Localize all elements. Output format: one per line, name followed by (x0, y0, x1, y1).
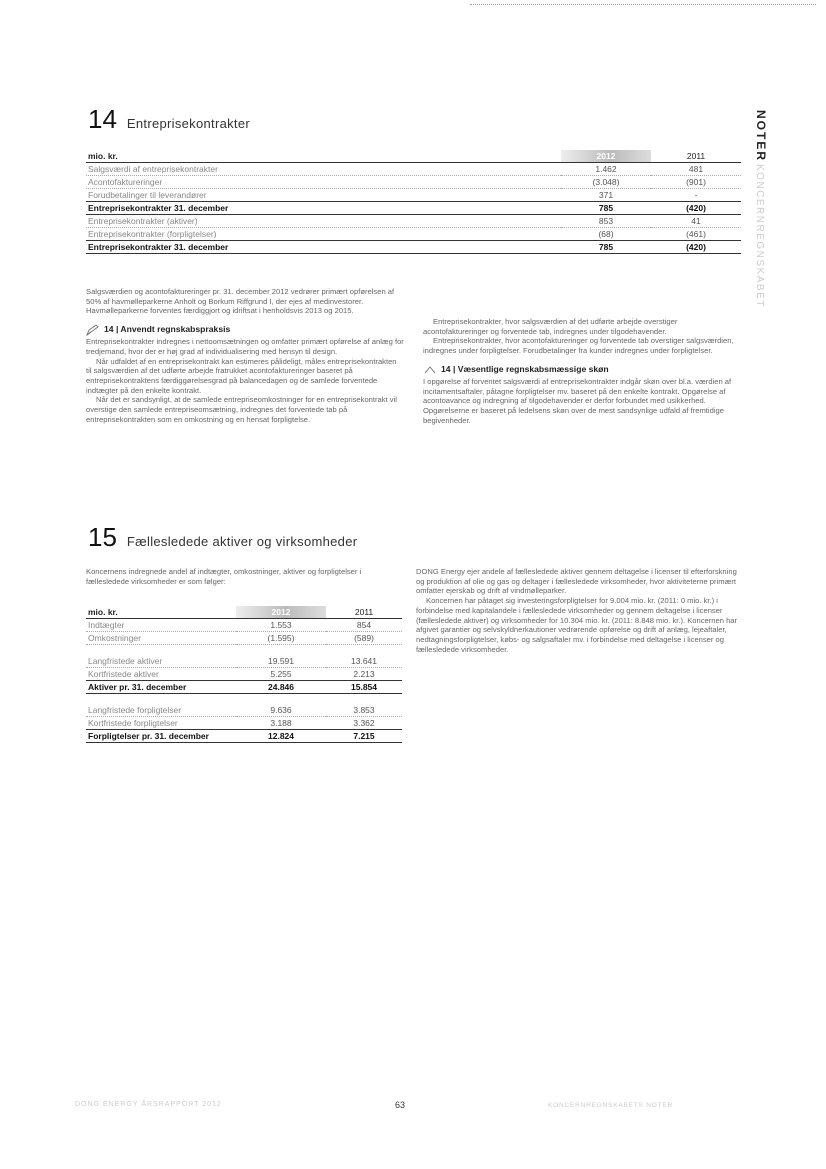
intro-paragraph: Koncernens indregnede andel af indtægter, omkostninger, aktiver og forpligtelser i fællesledede virksomheder er som følger: (86, 567, 362, 586)
value-current (236, 645, 326, 656)
value-previous: (901) (651, 176, 741, 189)
table-row (86, 717, 402, 730)
note-14-table (86, 150, 741, 254)
value-current: 3.188 (236, 717, 326, 730)
top-rule (470, 4, 816, 5)
table-row (86, 163, 741, 176)
policy-paragraph: Entreprisekontrakter, hvor acontofaktureringer og forventede tab overstiger salgsværdien, indregnes under forpligtelser. Forudbetalinger fra kunder indregnes under forpligtelser. (423, 336, 734, 356)
value-previous: (461) (651, 228, 741, 241)
value-previous: 41 (651, 215, 741, 228)
value-previous: 7.215 (326, 730, 402, 743)
body-paragraph: DONG Energy ejer andele af fællesledede aktiver gennem deltagelse i licenser til efterforskning og produktion af olie og gas og deltager i fællesledede virksomheder, hvor aktiviteterne primært omfatter ejerskab og drift af vindmølleparker. (416, 567, 737, 596)
value-previous (326, 694, 402, 705)
note-title: Entreprisekontrakter (126, 116, 250, 131)
spacer-row (86, 645, 402, 656)
note-14-right-column (423, 287, 741, 425)
value-current: 853 (561, 215, 651, 228)
policy-heading-row (86, 324, 404, 336)
year-current: 2012 (236, 606, 326, 619)
total-row (86, 241, 741, 254)
row-label: Aktiver pr. 31. december (86, 681, 236, 694)
value-previous: 15.854 (326, 681, 402, 694)
table-row (86, 176, 741, 189)
value-previous: - (651, 189, 741, 202)
row-label: Langfristede forpligtelser (86, 704, 236, 717)
policy-heading: 14 | Anvendt regnskabspraksis (104, 324, 231, 335)
side-tab-label: NOTER (754, 110, 768, 162)
side-tab-section: KONCERNREGNSKABET (754, 164, 765, 308)
note-14-left-column (86, 287, 404, 424)
value-current: 5.255 (236, 668, 326, 681)
row-label: Entreprisekontrakter (aktiver) (86, 215, 561, 228)
row-label (86, 694, 236, 705)
note-number: 15 (88, 522, 117, 552)
value-previous: 13.641 (326, 655, 402, 668)
value-current: 9.636 (236, 704, 326, 717)
policy-paragraph: Entreprisekontrakter indregnes i nettoomsætningen og omfatter primært opførelse af anlæg for tredjemand, hvor der er høj grad af individualisering med hensyn til design. (86, 337, 404, 356)
year-previous: 2011 (651, 150, 741, 163)
value-previous: 2.213 (326, 668, 402, 681)
row-label: Kortfristede forpligtelser (86, 717, 236, 730)
intro-paragraph: Salgsværdien og acontofaktureringer pr. 31. december 2012 vedrører primært opførelsen af 50% af havmølleparkerne Anholt og Borkum Riffgrund I, der ejes af medinvestorer. Havmølleparkerne forventes færdiggjort og idriftsat i henholdsvis 2013 og 2015. (86, 287, 395, 316)
table-row (86, 632, 402, 645)
note-title: Fællesledede aktiver og virksomheder (126, 534, 358, 549)
total-row (86, 730, 402, 743)
row-label: Entreprisekontrakter 31. december (86, 202, 561, 215)
value-current: (3.048) (561, 176, 651, 189)
table-header-row (86, 606, 402, 619)
table-row (86, 189, 741, 202)
policy-paragraph: Når det er sandsynligt, at de samlede entrepriseomkostninger for en entreprisekontrakt vil overstige den samlede entrepriseomsætning, indregnes det forventede tab på entreprisekontrakten som en omkostning og en hensat forpligtelse. (86, 395, 397, 424)
value-previous: (589) (326, 632, 402, 645)
value-previous: 854 (326, 619, 402, 632)
row-label: Forudbetalinger til leverandører (86, 189, 561, 202)
unit-label: mio. kr. (86, 606, 236, 619)
value-previous: 3.853 (326, 704, 402, 717)
year-current: 2012 (561, 150, 651, 163)
value-previous: 3.362 (326, 717, 402, 730)
table-row (86, 215, 741, 228)
scale-icon (423, 364, 437, 376)
value-previous: 481 (651, 163, 741, 176)
row-label: Forpligtelser pr. 31. december (86, 730, 236, 743)
footer-section-title: KONCERNREGNSKABETS NOTER (548, 1102, 674, 1109)
value-current: 24.846 (236, 681, 326, 694)
pencil-icon (86, 324, 100, 336)
table-row (86, 228, 741, 241)
row-label: Langfristede aktiver (86, 655, 236, 668)
value-previous: (420) (651, 241, 741, 254)
value-current: 371 (561, 189, 651, 202)
row-label: Indtægter (86, 619, 236, 632)
spacer-row (86, 694, 402, 705)
table-header-row (86, 150, 741, 163)
row-label: Kortfristede aktiver (86, 668, 236, 681)
note-15-intro (86, 567, 401, 586)
estimates-heading: 14 | Væsentlige regnskabsmæssige skøn (441, 363, 609, 374)
value-current: 785 (561, 241, 651, 254)
row-label (86, 645, 236, 656)
page-number: 63 (395, 1100, 406, 1110)
value-current: 785 (561, 202, 651, 215)
row-label: Omkostninger (86, 632, 236, 645)
unit-label: mio. kr. (86, 150, 561, 163)
row-label: Acontofaktureringer (86, 176, 561, 189)
total-row (86, 202, 741, 215)
value-previous: (420) (651, 202, 741, 215)
note-15-heading (88, 522, 357, 553)
body-paragraph: Koncernen har påtaget sig investeringsforpligtelser for 9.004 mio. kr. (2011: 0 mio. kr.) i forbindelse med kapitalandele i fællesledede virksomheder og gennem deltagelse i licenser (fællesledede aktiver) og virksomheder for 10.304 mio. kr. (2011: 8.848 mio. kr.). Koncernen har afgivet garantier og selvskyldnerkautioner vedrørende opførelse og drift af anlæg, lejeaftaler, nedtagningsforpligtelser, købs- og salgsaftaler mv. i forbindelse med deltagelse i licenser og fællesledede virksomheder. (416, 596, 738, 654)
value-previous (326, 645, 402, 656)
row-label: Entreprisekontrakter (forpligtelser) (86, 228, 561, 241)
table-row (86, 655, 402, 668)
row-label: Salgsværdi af entreprisekontrakter (86, 163, 561, 176)
value-current: (68) (561, 228, 651, 241)
value-current: 1.462 (561, 163, 651, 176)
year-previous: 2011 (326, 606, 402, 619)
side-tab (754, 110, 768, 308)
value-current: 1.553 (236, 619, 326, 632)
total-row (86, 681, 402, 694)
table-row (86, 668, 402, 681)
policy-paragraph: Når udfaldet af en entreprisekontrakt kan estimeres pålideligt, måles entreprisekontrakten til salgsværdien af det udførte arbejde fratrukket acontofaktureringer baseret på entreprisekontraktens færdiggørelsesgrad på balancedagen og de samlede forventede indtægter på den enkelte kontrakt. (86, 356, 397, 395)
note-14-heading (88, 104, 250, 135)
value-current: 19.591 (236, 655, 326, 668)
value-current: 12.824 (236, 730, 326, 743)
note-15-table (86, 606, 402, 743)
policy-paragraph: Entreprisekontrakter, hvor salgsværdien af det udførte arbejde overstiger acontofaktureringer og forventede tab, indregnes under tilgodehavender. (423, 317, 678, 336)
estimates-heading-row (423, 364, 741, 376)
value-current: (1.595) (236, 632, 326, 645)
footer-report-title: DONG ENERGY ÅRSRAPPORT 2012 (75, 1101, 222, 1108)
value-current (236, 694, 326, 705)
note-15-right-column (416, 567, 741, 654)
estimates-paragraph: I opgørelse af forventet salgsværdi af entreprisekontrakter indgår skøn over bl.a. værdien af incitamentsaftaler, påtagne forpligtelser mv. baseret på den enkelte kontrakt. Opgørelse af acontoavance og indregning af tilgodehavender er derfor forbundet med usikkerhed. Opgørelserne er baseret på ledelsens skøn over de mest sandsynlige udfald af fremtidige begivenheder. (423, 376, 732, 425)
row-label: Entreprisekontrakter 31. december (86, 241, 561, 254)
note-number: 14 (88, 104, 117, 134)
table-row (86, 619, 402, 632)
table-row (86, 704, 402, 717)
